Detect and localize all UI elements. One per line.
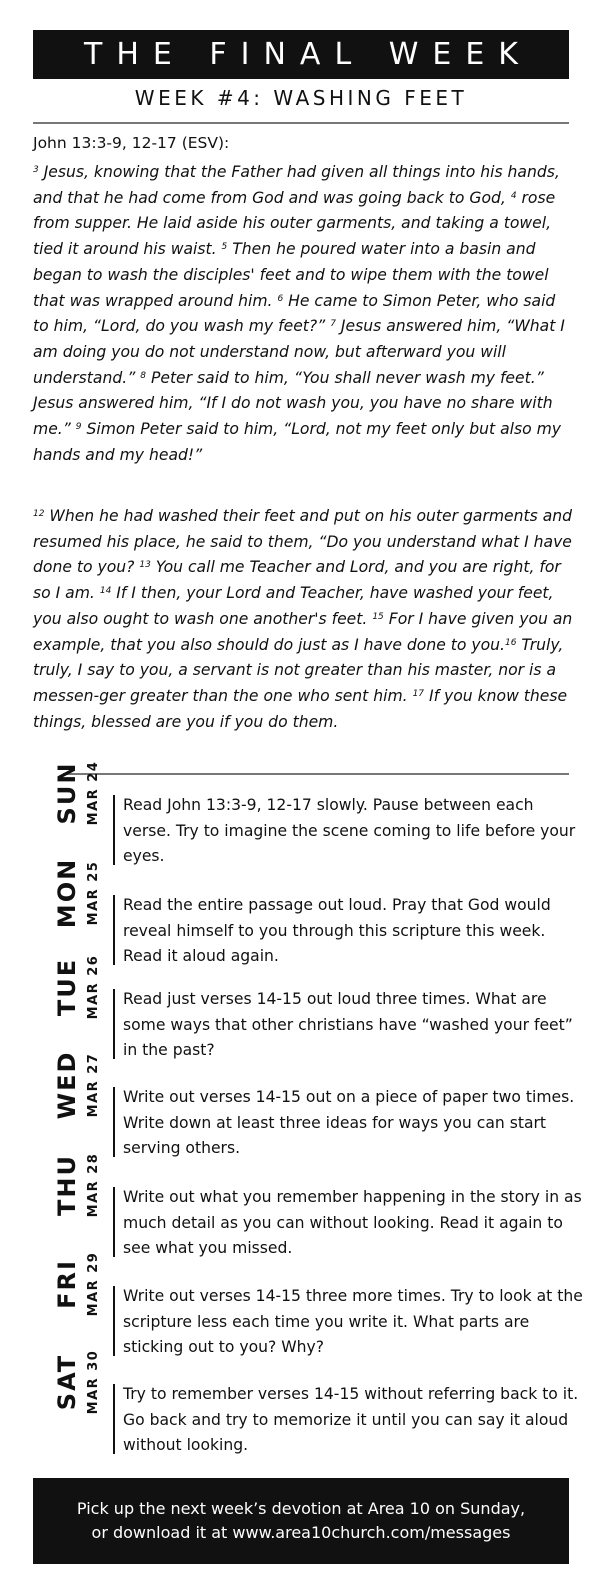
day-label bbox=[52, 1152, 112, 1257]
page-title: THE FINAL WEEK bbox=[84, 37, 532, 72]
verse-number: 4 bbox=[510, 190, 517, 201]
divider bbox=[113, 895, 115, 965]
day-row-thursday bbox=[52, 1152, 582, 1265]
verse-text: Then he poured water into a basin and began to wash the disciples' feet and to wipe them with the towel that was wrapped around him. bbox=[33, 240, 549, 310]
divider bbox=[113, 989, 115, 1059]
verse-number: 15 bbox=[372, 611, 384, 622]
divider bbox=[33, 122, 569, 124]
verse-number: 5 bbox=[221, 242, 228, 253]
verse-number: 16 bbox=[504, 637, 517, 648]
divider bbox=[113, 1187, 115, 1257]
verse-text: Peter said to him, “You shall never wash my feet.” Jesus answered him, “If I do not wash you, you have no share with me.” bbox=[33, 368, 553, 439]
verse-text: You call me Teacher and Lord, and you are right, for so I am. bbox=[33, 558, 561, 603]
verse-text: When he had washed their feet and put on his outer garments and resumed his place, he said to them, “Do you understand what I have done to you? bbox=[33, 507, 573, 577]
verse-number: 3 bbox=[33, 165, 39, 175]
day-instructions: Read John 13:3-9, 12-17 slowly. Pause between each verse. Try to imagine the scene coming to life before your eyes. bbox=[123, 796, 576, 866]
verse-text: If you know these things, blessed are you if you do them. bbox=[33, 686, 568, 731]
divider bbox=[63, 773, 569, 775]
verse-number: 6 bbox=[277, 293, 284, 304]
verse-text: He came to Simon Peter, who said to him, “Lord, do you wash my feet?” bbox=[33, 291, 556, 336]
verse-text: Simon Peter said to him, “Lord, not my feet only but also my hands and my head!” bbox=[33, 420, 562, 464]
day-name: WED bbox=[53, 1050, 81, 1120]
day-row-tuesday bbox=[52, 954, 573, 1067]
footer-line-2: or download it at www.area10church.com/messages bbox=[91, 1523, 511, 1542]
day-name: SUN bbox=[53, 761, 81, 825]
divider bbox=[113, 795, 115, 865]
scripture-paragraph-2 bbox=[33, 504, 573, 735]
verse-text: Jesus answered him, “What I am doing you do not understand now, but afterward you will understand.” bbox=[33, 317, 565, 387]
verse-text: rose from supper. He laid aside his outer garments, and taking a towel, tied it around his waist. bbox=[33, 188, 556, 259]
page-subtitle: WEEK #4: WASHING FEET bbox=[134, 86, 468, 110]
day-label bbox=[52, 1349, 112, 1454]
verse-number: 17 bbox=[412, 688, 425, 699]
divider bbox=[113, 1087, 115, 1157]
day-name: TUE bbox=[53, 957, 81, 1017]
day-instructions: Write out verses 14-15 out on a piece of paper two times. Write down at least three ideas for ways you can start serving others. bbox=[123, 1088, 575, 1158]
verse-number: 14 bbox=[99, 586, 112, 597]
day-date: MAR 29 bbox=[86, 1251, 101, 1317]
day-date: MAR 28 bbox=[86, 1152, 101, 1218]
day-instructions: Read the entire passage out loud. Pray that God would reveal himself to you through this scripture this week. Read it aloud again. bbox=[123, 896, 551, 966]
day-date: MAR 25 bbox=[86, 860, 101, 926]
scripture-reference: John 13:3-9, 12-17 (ESV): bbox=[33, 134, 230, 152]
day-row-saturday bbox=[52, 1349, 579, 1462]
title-banner bbox=[33, 30, 569, 79]
day-instructions: Write out what you remember happening in the story in as much detail as you can without looking. Read it again to see what you missed. bbox=[123, 1188, 582, 1258]
day-name: MON bbox=[53, 857, 81, 929]
day-date: MAR 30 bbox=[86, 1349, 101, 1415]
day-name: SAT bbox=[53, 1353, 81, 1411]
verse-text: If I then, your Lord and Teacher, have washed your feet, you also ought to wash one another's feet. bbox=[33, 584, 554, 628]
day-row-monday bbox=[52, 857, 572, 973]
day-row-friday bbox=[52, 1251, 583, 1364]
verse-text: Jesus, knowing that the Father had given all things into his hands, and that he had come from God and was going back to God, bbox=[33, 163, 560, 207]
day-row-wednesday bbox=[52, 1050, 575, 1165]
day-name: FRI bbox=[53, 1259, 81, 1309]
day-date: MAR 26 bbox=[86, 954, 101, 1020]
verse-number: 9 bbox=[75, 422, 82, 433]
day-date: MAR 27 bbox=[86, 1052, 101, 1118]
verse-number: 12 bbox=[33, 509, 45, 519]
divider bbox=[113, 1286, 115, 1356]
day-label bbox=[52, 1050, 112, 1157]
day-instructions: Read just verses 14-15 out loud three times. What are some ways that other christians have “washed your feet” in the past? bbox=[123, 990, 573, 1060]
day-name: THU bbox=[53, 1154, 81, 1216]
day-instructions: Write out verses 14-15 three more times. Try to look at the scripture less each time you write it. What parts are sticking out to you? Why? bbox=[123, 1287, 583, 1357]
verse-number: 13 bbox=[139, 560, 151, 571]
footer-banner bbox=[33, 1478, 569, 1564]
scripture-paragraph-1 bbox=[33, 160, 573, 468]
verse-text: For I have given you an example, that you also should do just as I have done to you. bbox=[33, 609, 573, 654]
verse-number: 8 bbox=[140, 370, 146, 381]
day-instructions: Try to remember verses 14-15 without referring back to it. Go back and try to memorize it until you can say it aloud without looking. bbox=[123, 1385, 579, 1455]
divider bbox=[113, 1384, 115, 1454]
verse-text: Truly, truly, I say to you, a servant is not greater than his master, nor is a messen-ger greater than the one who sent him. bbox=[33, 635, 564, 705]
verse-number: 7 bbox=[330, 319, 336, 330]
footer-line-1: Pick up the next week’s devotion at Area 10 on Sunday, bbox=[76, 1499, 526, 1518]
day-label bbox=[52, 760, 112, 865]
day-date: MAR 24 bbox=[86, 760, 101, 826]
day-row-sunday bbox=[52, 760, 576, 873]
